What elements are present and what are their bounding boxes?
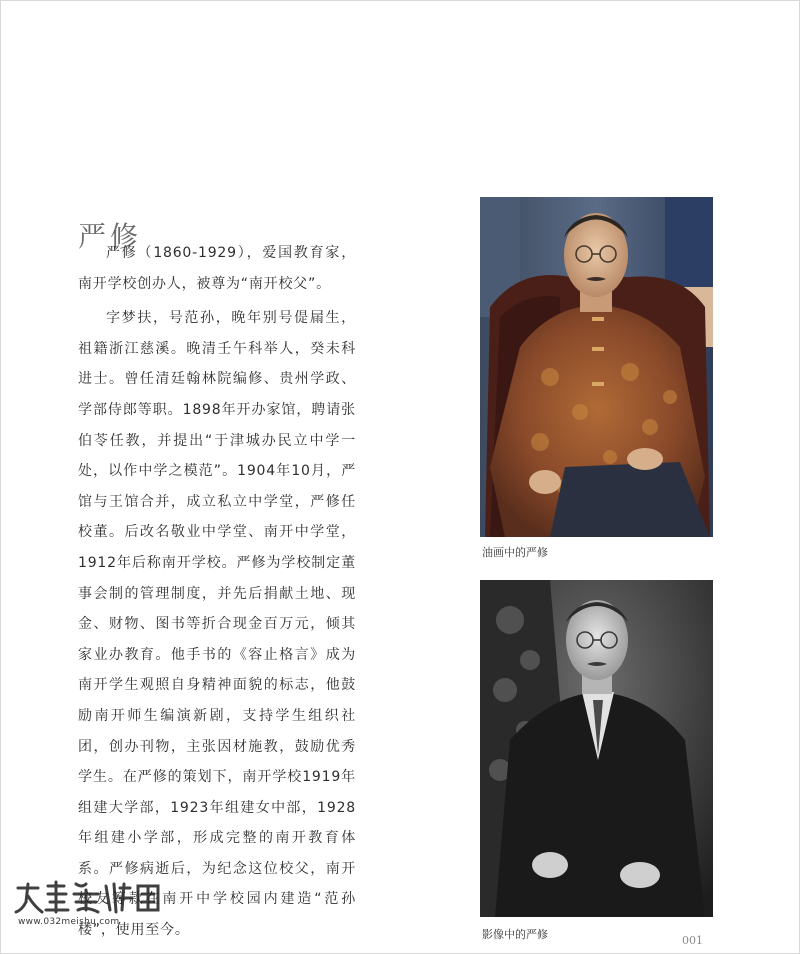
paragraph-biography: 字梦扶，号范孙，晚年别号偍屚生，祖籍浙江慈溪。晚清壬午科举人，癸未科进士。曾任清廷翰林院编修、贵州学政、学部侍郎等职。1898年开办家馆，聘请张伯苓任教，并提出“于津城办民立中学一处，以作中学之模范”。1904年10月，严馆与王馆合并，成立私立中学堂，严修任校董。后改名敬业中学堂、南开中学堂，1912年后称南开学校。严修为学校制定董事会制的管理制度，并先后捐献土地、现金、财物、图书等折合现金百万元，倾其家业办教育。他手书的《容止格言》成为南开学生观照自身精神面貌的标志，他鼓励南开师生编演新剧，支持学生组织社团，创办刊物，主张因材施教，鼓励优秀学生。在严修的策划下，南开学校1919年组建大学部，1923年组建女中部，1928年组建小学部，形成完整的南开教育体系。严修病逝后，为纪念这位校父，南开校友筹款在南开中学校园内建造“范孙楼”，使用至今。 [78, 310, 356, 939]
watermark-url: www.032meishu.com [18, 917, 120, 927]
article-title: 严修 [78, 219, 143, 253]
oil-painting-caption: 油画中的严修 [482, 546, 548, 559]
page-number: 001 [682, 934, 703, 947]
watermark-logo [12, 880, 162, 920]
oil-painting-portrait [480, 197, 713, 537]
photograph-caption: 影像中的严修 [482, 928, 548, 941]
black-white-photograph [480, 580, 713, 917]
article-body [78, 238, 356, 950]
paragraph-intro: 严修（1860-1929），爱国教育家，南开学校创办人，被尊为“南开校父”。 [78, 245, 356, 292]
